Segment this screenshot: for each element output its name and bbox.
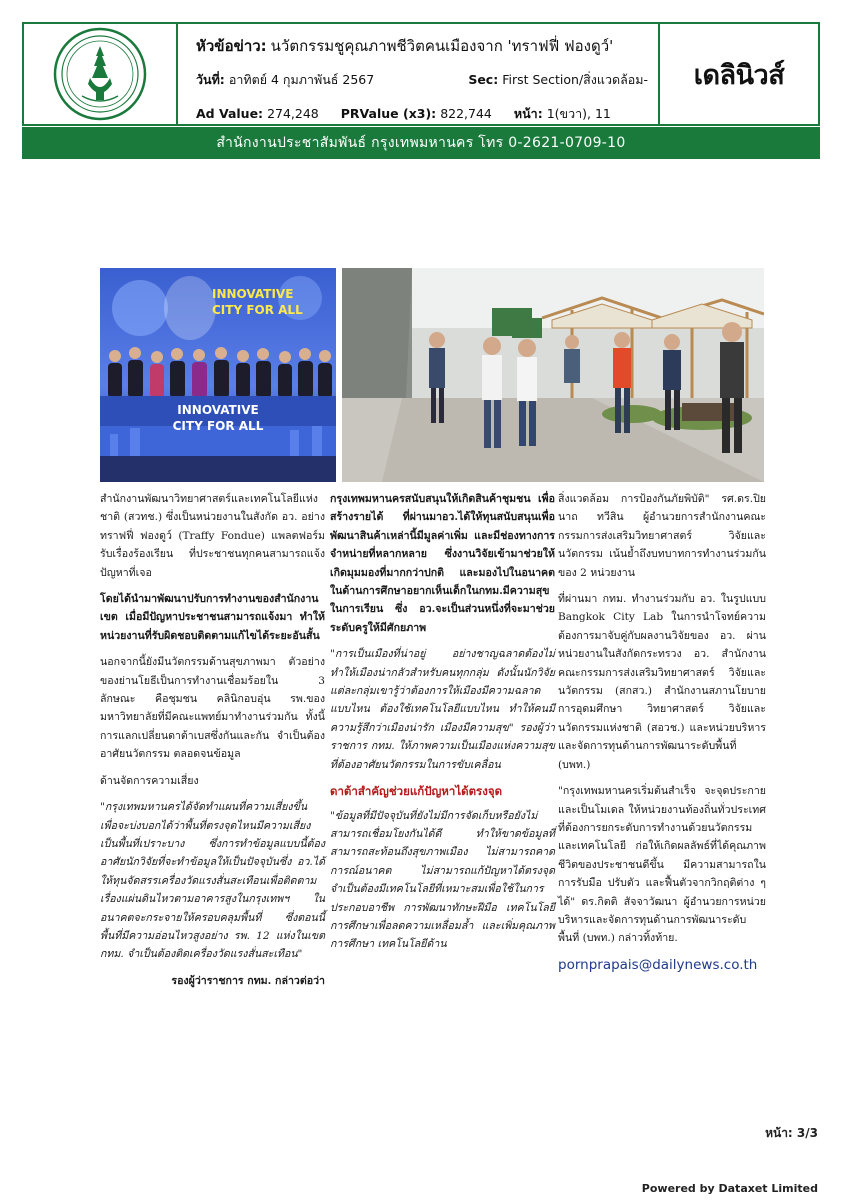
col2-para-3: "ข้อมูลที่มีปัจจุบันที่ยังไม่มีการจัดเก็บหรือยังไม่สามารถเชื่อมโยงกันได้ดี ทำให้ขาดข้อมูลที่สามารถสะท้อนถึงสุขภาพเมือง ไม่สามารถคาดการณ์อนาคต ไม่สามารถแก้ปัญหาได้ตรงจุด จำเป็นต้องมีเทคโนโลยีที่เหมาะสมเพื่อใช้ในการประกอบอาชีพ การพัฒนาทักษะฝีมือ เทคโนโลยีการศึกษาเพื่อลดความเหลื่อมล้ำ และเพิ่มคุณภาพการศึกษา เทคโนโลยีด้าน: [330, 809, 555, 951]
sec-text: First Section/สิ่งแวดล้อม-: [502, 72, 648, 87]
pr-office-band: สำนักงานประชาสัมพันธ์ กรุงเทพมหานคร โทร 0-2621-0709-10: [22, 127, 820, 159]
stage-text-1: INNOVATIVE: [177, 403, 259, 417]
powered-by: Powered by Dataxet Limited: [641, 1182, 818, 1195]
ad-value: 274,248: [267, 106, 319, 121]
pr-value-label: PRValue (x3):: [340, 106, 437, 121]
seal-icon: [52, 26, 148, 122]
col2-para-1: กรุงเทพมหานครสนับสนุนให้เกิดสินค้าชุมชน เพื่อสร้างรายได้ ที่ผ่านมาอว.ได้ให้ทุนสนับสนุนเพื่อพัฒนาสินค้าเหล่านี้มีมูลค่าเพิ่ม และมีช่องทางการจำหน่ายที่หลากหลาย ซึ่งงานวิจัยเข้ามาช่วยให้เกิดมุมมองที่มากกว่าปกติ และมองไปในอนาคตในด้านการศึกษาอยากเห็นเด็กในกทม.มีความสุขในการเรียน ซึ่ง อว.จะเป็นส่วนหนึ่งที่จะมาช่วยระดับครูให้มีศักยภาพ: [330, 493, 555, 634]
date-text: อาทิตย์ 4 กุมภาพันธ์ 2567: [228, 72, 375, 87]
article-column-1: [100, 490, 325, 998]
col3-para-2: ที่ผ่านมา กทม. ทำงานร่วมกับ อว. ในรูปแบบ Bangkok City Lab ในการนำโจทย์ความต้องการมาจับคู่กับผลงานวิจัยของ อว. ผ่านหน่วยงานในสังกัดกระทรวง อว. สำนักงานคณะกรรมการส่งเสริมวิทยาศาสตร์ วิจัยและนวัตกรรม (สกสว.) สำนักงานสภานโยบายการอุดมศึกษา วิทยาศาสตร์ วิจัยและนวัตกรรมแห่งชาติ (สอวช.) และหน่วยบริหารและจัดการทุนด้านการพัฒนาระดับพื้นที่ (บพท.): [558, 593, 766, 771]
col1-para-6: รองผู้ว่าราชการ กทม. กล่าวต่อว่า: [171, 974, 325, 987]
publication-cell: [660, 24, 818, 124]
date-label: วันที่:: [196, 72, 225, 87]
article-column-2: [330, 490, 555, 962]
col2-quote: "การเป็นเมืองที่น่าอยู่ อย่างชาญฉลาดต้องไม่ทำให้เมืองน่ากลัวสำหรับคนทุกกลุ่ม ดังนั้นนักวิจัยแต่ละกลุ่มเขารู้ว่าต้องการให้เมืองมีความฉลาดแบบไหน ต้องใช้เทคโนโลยีแบบไหน ทำให้คนมีความรู้สึกว่าเมืองน่ารัก เมืองมีความสุข" รองผู้ว่าราชการ กทม. ให้ภาพความเป็นเมืองแห่งความสุข ที่ต้องอาศัยนวัตกรรมในการขับเคลื่อน: [330, 648, 555, 771]
article-column-3: [558, 490, 766, 974]
col3-para-3: "กรุงเทพมหานครเริ่มต้นสำเร็จ จะจุดประกายและเป็นโมเดล ให้หน่วยงานท้องถิ่นทั่วประเทศที่ต้องการยกระดับการทำงานด้วยนวัตกรรมและเทคโนโลยี ก่อให้เกิดผลลัพธ์ที่ได้คุณภาพชีวิตของประชาชนดีขึ้น มีความสามารถในการรับมือ ปรับตัว และฟื้นตัวจากวิกฤติต่าง ๆ ได้" ดร.กิตติ สัจจาวัฒนา ผู้อำนวยการหน่วยบริหารและจัดการทุนด้านการพัฒนาระดับพื้นที่ (บพท.) กล่าวทิ้งท้าย.: [558, 785, 766, 945]
bma-seal-logo: [24, 24, 178, 124]
section-subheading: ดาต้าสำคัญช่วยแก้ปัญหาได้ตรงจุด: [330, 784, 503, 799]
pr-value: 822,744: [440, 106, 492, 121]
date-row: [196, 70, 648, 90]
headline-row: [196, 34, 648, 58]
page-label: หน้า:: [513, 106, 543, 121]
col1-para-2: โดยได้นำมาพัฒนาปรับการทำงานของสำนักงานเขต เมื่อมีปัญหาประชาชนสามารถแจ้งมา ทำให้หน่วยงานที่รับผิดชอบติดตามแก้ไขได้ระยะอันสั้น: [100, 593, 325, 642]
banner-text-2: CITY FOR ALL: [212, 303, 303, 317]
market-walkway-photo: [342, 268, 764, 482]
clipping-header: [22, 22, 820, 126]
banner-text-1: INNOVATIVE: [212, 287, 294, 301]
event-stage-photo: [100, 268, 336, 482]
reporter-email: pornprapais@dailynews.co.th: [558, 956, 758, 973]
page-number: หน้า: 3/3: [765, 1126, 818, 1140]
col1-para-4: ด้านจัดการความเสี่ยง: [100, 774, 199, 787]
value-row: [196, 104, 648, 124]
col3-para-1: สิ่งแวดล้อม การป้องกันภัยพิบัติ" รศ.ดร.ปิยนาถ ทวีสิน ผู้อำนวยการสำนักงานคณะกรรมการส่งเสริมวิทยาศาสตร์ วิจัยและนวัตกรรม เน้นย้ำถึงบทบาทการทำงานร่วมกันของ 2 หน่วยงาน: [558, 493, 766, 579]
col1-quote: "กรุงเทพมหานครได้จัดทำแผนที่ความเสี่ยงขึ้น เพื่อจะบ่งบอกได้ว่าพื้นที่ตรงจุดไหนมีความเสี่ยง เป็นพื้นที่เปราะบาง ซึ่งการทำข้อมูลแบบนี้ต้องอาศัยนักวิจัยที่จะทำข้อมูลให้เป็นปัจจุบันซึ่ง อว.ได้ให้ทุนจัดสรรเครื่องวัดแรงสั่นสะเทือนเพื่อติดตามเรื่องแผ่นดินไหวตามอาคารสูงในกรุงเทพฯ ในอนาคตจะกระจายให้ครอบคลุมพื้นที่ ซึ่งตอนนี้พื้นที่มีความอ่อนไหวสูงอย่าง รพ. 12 แห่งในเขต กทม. จำเป็นต้องติดเครื่องวัดแรงสั่นสะเทือน": [100, 801, 325, 961]
ad-value-label: Ad Value:: [196, 106, 264, 121]
headline-text: นวัตกรรมชูคุณภาพชีวิตคนเมืองจาก 'ทราฟฟี่ ฟองดูว์': [270, 37, 614, 55]
col1-para-1: สำนักงานพัฒนาวิทยาศาสตร์และเทคโนโลยีแห่งชาติ (สวทช.) ซึ่งเป็นหน่วยงานในสังกัด อว. อย่างทราฟฟี่ ฟองดูว์ (Traffy Fondue) แพลตฟอร์มรับเรื่องร้องเรียน ที่ประชาชนทุกคนสามารถแจ้งปัญหาที่เจอ: [100, 493, 325, 579]
headline-label: หัวข้อข่าว:: [196, 37, 267, 55]
col1-para-3: นอกจากนี้ยังมีนวัตกรรมด้านสุขภาพมา ตัวอย่างของย่านโยธีเป็นการทำงานเชื่อมร้อยใน 3 ลักษณะ คือชุมชน คลินิกอบอุ่น รพ.ของมหาวิทยาลัยที่มีคณะแพทย์มาทำงานร่วมกัน ทั้งนี้การแลกเปลี่ยนดาต้าเบสซึ่งกันและกัน จำเป็นต้องอาศัยนวัตกรรม ตลอดจนข้อมูล: [100, 656, 325, 761]
clipping-info: [178, 24, 660, 124]
publication-logo: เดลินิวส์: [693, 59, 785, 91]
page-value: 1(ขวา), 11: [546, 106, 611, 121]
stage-text-2: CITY FOR ALL: [172, 419, 264, 433]
sec-label: Sec:: [468, 72, 499, 87]
